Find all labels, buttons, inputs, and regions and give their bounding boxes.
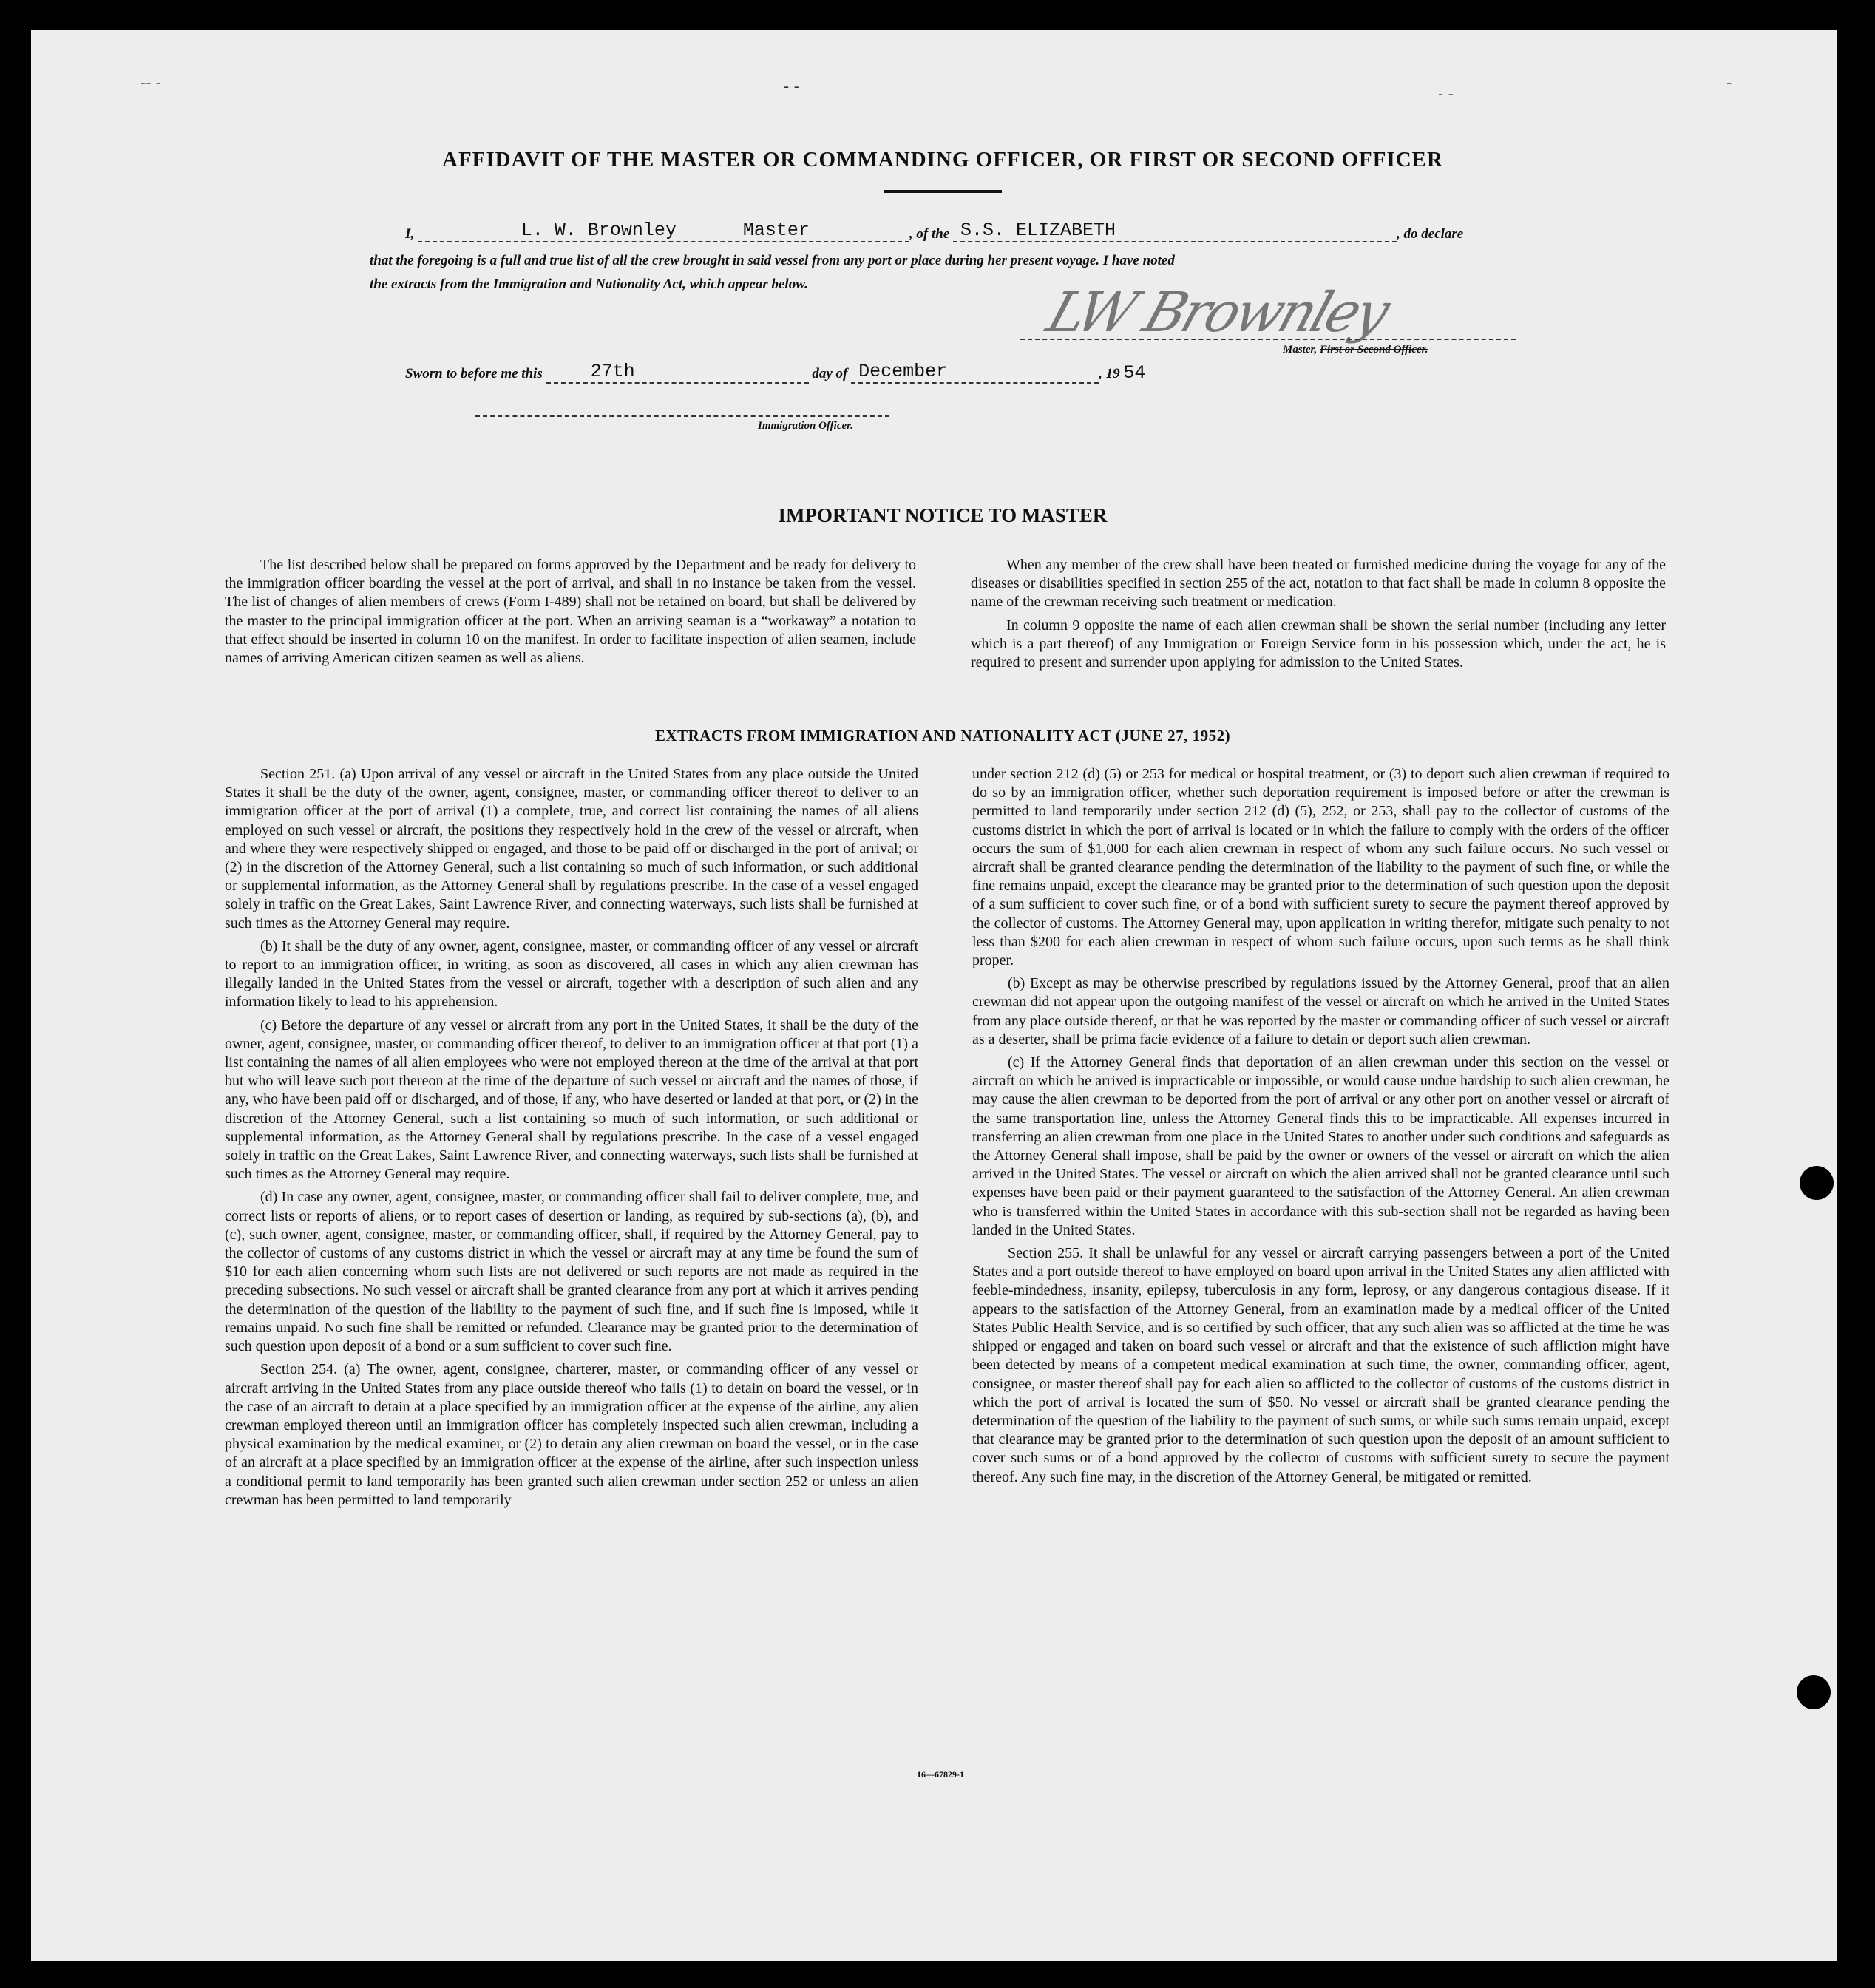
notice-right-column <box>971 556 1666 676</box>
immigration-officer-caption: Immigration Officer. <box>758 420 853 432</box>
form-number: 16—67829-1 <box>917 1769 964 1780</box>
master-signature: LW Brownley <box>1040 281 1395 345</box>
master-name: L. W. Brownley <box>521 220 677 241</box>
name-field <box>418 220 909 242</box>
master-rank: Master <box>742 220 810 241</box>
year-prefix: , 19 <box>1099 366 1120 381</box>
scan-mark: - - <box>1438 85 1454 103</box>
statute-paragraph: (b) Except as may be otherwise prescribed by regulations issued by the Attorney General, proof that an alien crewman did not appear upon the outgoing manifest of the vessel or aircraft on which he arrived in the United States from any place outside thereof, or that he was reported by the master or commanding officer of such vessel or aircraft as a deserter, shall be prima facie evidence of a failure to detain or deport such alien crewman. <box>972 975 1669 1048</box>
statute-paragraph: (c) Before the departure of any vessel or aircraft from any port in the United States, it shall be the duty of the owner, agent, consignee, master, or commanding officer thereof, to deliver to an immigration officer at that port (1) a list containing the names of all alien employees who were not employed thereon at the time of the arrival at that port but who will leave such port thereon at the time of the departure of such vessel or aircraft and the names of those, if any, who have been paid off or discharged, and of those, if any, who have deserted or landed at that port, or (2) in the discretion of the Attorney General, such a list containing so much of such information, or such additional or supplemental information, as the Attorney General shall by regulations prescribe. In the case of a vessel engaged solely in traffic on the Great Lakes, Saint Lawrence River, and connecting waterways, such lists shall be furnished at such times as the Attorney General may require. <box>225 1017 918 1183</box>
affidavit-title: AFFIDAVIT OF THE MASTER OR COMMANDING OFFICER, OR FIRST OR SECOND OFFICER <box>442 148 1443 172</box>
sworn-month: December <box>858 361 948 382</box>
declaration-line-2: that the foregoing is a full and true list of all the crew brought in said vessel from any port or place during her present voyage. I have noted <box>370 253 1175 268</box>
caption-master: Master, <box>1283 344 1318 356</box>
i-label: I, <box>405 226 415 242</box>
statute-paragraph: under section 212 (d) (5) or 253 for medical or hospital treatment, or (3) to deport such alien crewman if required to do so by an immigration officer, whether such deportation requirement is imposed before or after the crewman is permitted to land temporarily under section 212 (d) (5), 252, or 253, shall pay to the collector of customs of the customs district in which the port of arrival is located or in which the failure to comply with the orders of the officer occurs the sum of $1,000 for each alien crewman in respect of whom any such failure occurs. No such vessel or aircraft shall be granted clearance pending the determination of the liability to the payment of such fine, or while the fine remains unpaid, except the clearance may be granted prior to the determination of such question upon the deposit of a sum sufficient to cover such fine, or of a bond with sufficient surety to secure the payment thereof approved by the collector of customs. The Attorney General may, upon application in writing therefor, mitigate such penalty to not less than $200 for each alien crewman in respect of whom such failure occurs, upon such terms as he shall think proper. <box>972 766 1669 969</box>
sworn-line <box>405 362 1145 384</box>
caption-officer-struck: First or Second Officer. <box>1320 344 1428 356</box>
day-of-label: day of <box>812 366 848 381</box>
day-field <box>546 363 809 384</box>
do-declare-label: , do declare <box>1397 226 1464 242</box>
scan-mark: -- - <box>140 74 162 92</box>
month-field <box>851 363 1099 384</box>
title-rule <box>884 190 1002 193</box>
signature-caption <box>1283 344 1428 356</box>
notice-paragraph: In column 9 opposite the name of each alien crewman shall be shown the serial number (including any letter which is a part thereof) of any Immigration or Foreign Service form in his possession which, under the act, he is required to present and surrender upon applying for admission to the United States. <box>971 617 1666 671</box>
of-the-label: , of the <box>909 226 950 242</box>
punch-hole <box>1800 1166 1834 1200</box>
notice-paragraph: When any member of the crew shall have been treated or furnished medicine during the voyage for any of the diseases or disabilities specified in section 255 of the act, notation to that fact shall be made in column 8 opposite the name of the crewman receiving such treatment or medication. <box>971 557 1666 611</box>
signature-line <box>1020 339 1516 340</box>
statute-paragraph: (b) It shall be the duty of any owner, agent, consignee, master, or commanding officer of any vessel or aircraft to report to an immigration officer, in writing, as soon as discovered, all cases in which any alien crewman has illegally landed in the United States from the vessel or aircraft, together with a description of such alien and any information likely to lead to his apprehension. <box>225 937 918 1011</box>
notice-title: IMPORTANT NOTICE TO MASTER <box>778 504 1108 526</box>
statute-paragraph: (d) In case any owner, agent, consignee, master, or commanding officer shall fail to deliver complete, true, and correct lists or reports of aliens, or to report cases of desertion or landing, as required by sub-sections (a), (b), and (c), such owner, agent, consignee, master, or commanding officer, shall, if required by the Attorney General, pay to the collector of customs of any customs district in which the vessel or aircraft may at any time be found the sum of $10 for each alien concerning whom such lists are not delivered or such reports are not made as required in the preceding subsections. No such vessel or aircraft shall be granted clearance from any port at which it arrives pending the determination of the question of the liability to the payment of such fine, and if such fine is imposed, while it remains unpaid. No such fine shall be remitted or refunded. Clearance may be granted prior to the determination of such question upon deposit of a bond or a sum sufficient to cover such fine. <box>225 1189 918 1355</box>
statute-paragraph: (c) If the Attorney General finds that deportation of an alien crewman under this section on the vessel or aircraft on which he arrived is impracticable or impossible, or would cause undue hardship to such alien crewman, he may cause the alien crewman to be deported from the port of arrival or any other port on another vessel or aircraft of the same transportation line, unless the Attorney General finds this to be impracticable. All expenses incurred in transferring an alien crewman from one place in the United States to another under such conditions and safeguards as the Attorney General shall impose, shall be paid by the owner or owners of the vessel or aircraft on which the alien arrived in the United States. The vessel or aircraft on which the alien arrived shall not be granted clearance until such expenses have been paid or their payment guaranteed to the satisfaction of the Attorney General. An alien crewman who is transferred within the United States in accordance with this sub-section shall not be regarded as having been landed in the United States. <box>972 1054 1669 1238</box>
extracts-title: EXTRACTS FROM IMMIGRATION AND NATIONALITY ACT (JUNE 27, 1952) <box>654 727 1231 744</box>
vessel-name: S.S. ELIZABETH <box>960 220 1116 241</box>
statute-paragraph: Section 255. It shall be unlawful for any vessel or aircraft carrying passengers between a port of the United States and a port outside thereof to have employed on board upon arrival in the United States any alien afflicted with feeble-mindedness, insanity, epilepsy, tuberculosis in any form, leprosy, or any dangerous contagious disease. If it appears to the satisfaction of the Attorney General, from an examination made by a medical officer of the United States Public Health Service, and is so certified by such officer, that any such alien was so afflicted at the time he was shipped or engaged and taken on board such vessel or aircraft and that the existence of such affliction might have been detected by means of a competent medical examination at such time, the owner, commanding officer, agent, consignee, or master thereof shall pay for each alien so afflicted to the collector of customs of the customs district in which the port of arrival is located the sum of $50. No vessel or aircraft shall be granted clearance pending the determination of the question of the liability to the payment of such sums, or while such sums remain unpaid, except that clearance may be granted prior to the determination of such question upon the deposit of an amount sufficient to cover such sums or of a bond approved by the collector of customs with sufficient surety to secure the payment thereof. Any such fine may, in the discretion of the Attorney General, be mitigated or remitted. <box>972 1245 1669 1485</box>
notice-paragraph: The list described below shall be prepared on forms approved by the Department and be ready for delivery to the immigration officer boarding the vessel at the port of arrival, and shall in no instance be taken from the vessel. The list of changes of alien members of crews (Form I-489) shall not be retained on board, but shall be delivered by the master to the principal immigration officer at the port. When an arriving seaman is a “workaway” a notation to that effect should be inserted in column 10 on the manifest. In order to facilitate inspection of alien seamen, include names of arriving American citizen seamen as well as aliens. <box>225 557 916 667</box>
statute-paragraph: Section 254. (a) The owner, agent, consignee, charterer, master, or commanding officer of any vessel or aircraft arriving in the United States from any place outside thereof who fails (1) to detain on board the vessel, or in the case of an aircraft to detain at a place specified by an immigration officer at the expense of the airline, any alien crewman employed thereon until an immigration officer has completely inspected such alien crewman, including a physical examination by the medical examiner, or (2) to detain any alien crewman on board the vessel, or in the case of an aircraft at a place specified by an immigration officer at the expense of the airline, after such inspection unless a conditional permit to land temporarily has been granted such alien crewman under section 252 or unless an alien crewman has been permitted to land temporarily <box>225 1361 918 1508</box>
declaration-line <box>405 220 1464 242</box>
sworn-label: Sworn to before me this <box>405 366 543 381</box>
scan-mark: - - <box>784 78 799 95</box>
sworn-year: 54 <box>1123 362 1146 384</box>
sworn-day: 27th <box>590 361 635 382</box>
immigration-officer-line <box>475 415 889 417</box>
declaration-line-3: the extracts from the Immigration and Nationality Act, which appear below. <box>370 277 808 292</box>
scan-edge <box>1837 0 1875 1988</box>
scan-mark: - <box>1726 74 1732 92</box>
punch-hole <box>1797 1675 1831 1709</box>
statute-paragraph: Section 251. (a) Upon arrival of any vessel or aircraft in the United States from any place outside the United States it shall be the duty of the owner, agent, consignee, master, or commanding officer thereof to deliver to an immigration officer at the port of arrival (1) a complete, true, and correct list containing the names of all aliens employed on such vessel or aircraft, the positions they respectively hold in the crew of the vessel or aircraft, when and where they were respectively shipped or engaged, and those to be paid off or discharged in the port of arrival; or (2) in the discretion of the Attorney General, such a list containing so much of such information, or such additional or supplemental information, as the Attorney General shall by regulations prescribe. In the case of a vessel engaged solely in traffic on the Great Lakes, Saint Lawrence River, and connecting waterways, such lists shall be furnished at such times as the Attorney General may require. <box>225 766 918 932</box>
extracts-right-column <box>972 765 1669 1491</box>
extracts-left-column <box>225 765 918 1514</box>
notice-left-column <box>225 556 916 672</box>
vessel-field <box>953 220 1397 242</box>
